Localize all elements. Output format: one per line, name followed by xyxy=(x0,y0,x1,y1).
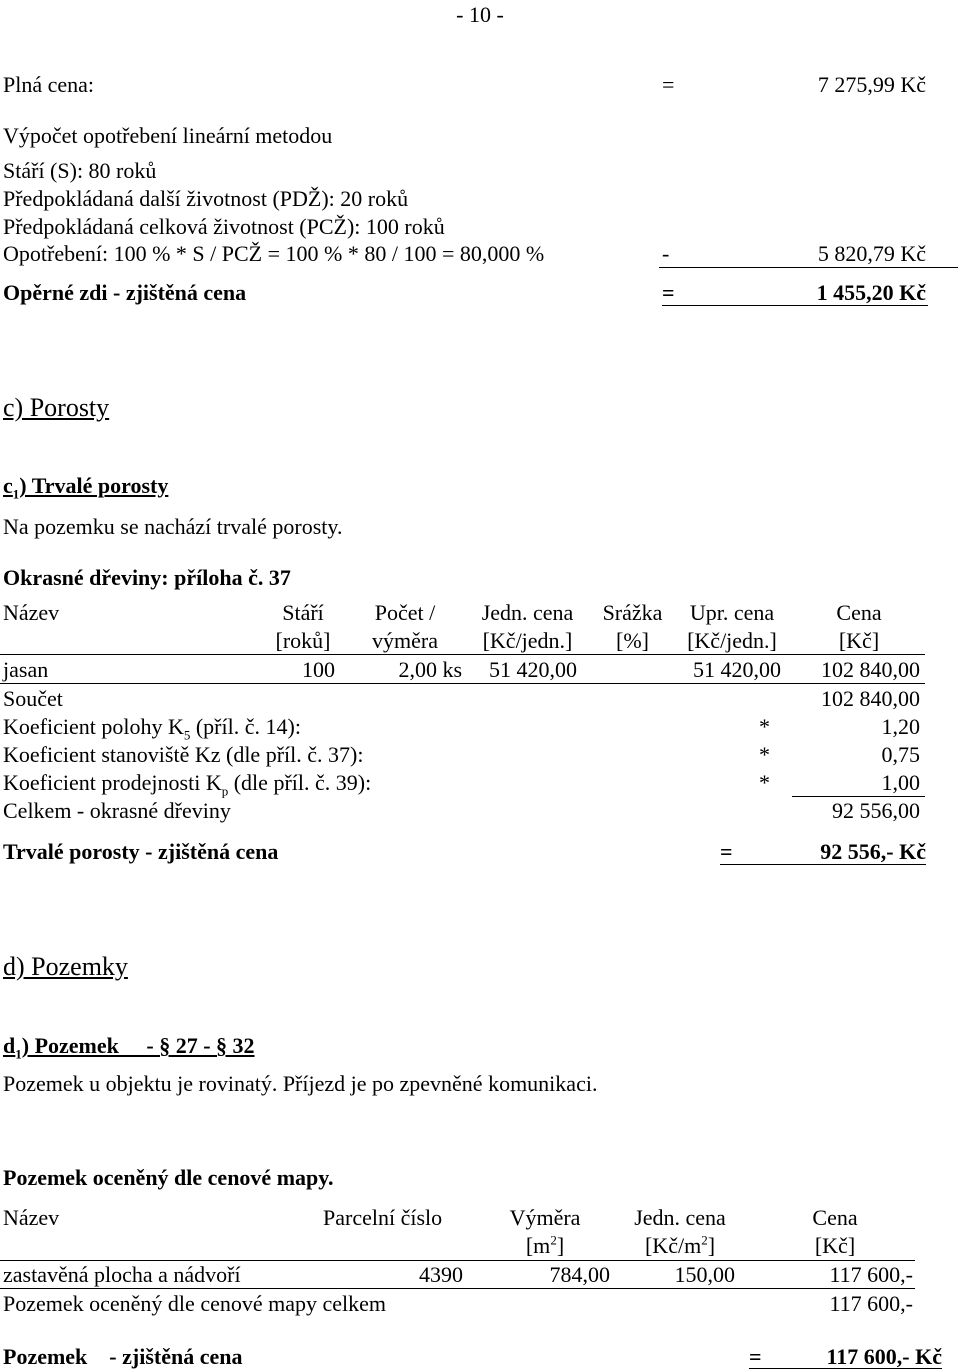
coef-sale-operator: * xyxy=(759,770,770,795)
table-d-header-parcel: Parcelní číslo xyxy=(323,1205,443,1230)
section-c-note: Na pozemku se nachází trvalé porosty. xyxy=(3,514,343,539)
table-d-total-value: 117 600,- xyxy=(829,1291,913,1316)
table-d-header-price-unit: [Kč] xyxy=(814,1233,856,1258)
table-d-header-unit-price: Jedn. cena xyxy=(634,1205,726,1230)
table-d-row-price: 117 600,- xyxy=(829,1262,913,1287)
table-c-header-name: Název xyxy=(3,600,60,625)
table-c-header-adj-price-unit: [Kč/jedn.] xyxy=(687,628,777,653)
table-c-sum-value: 102 840,00 xyxy=(821,686,920,711)
section-c-heading: c) Porosty xyxy=(3,393,110,422)
section-c1-heading: $c_1$) Trvalé porosty xyxy=(3,473,169,502)
section-d-result-underline xyxy=(749,1368,942,1369)
table-c-header-count: Počet / xyxy=(374,600,436,625)
coef-site-operator: * xyxy=(759,742,770,767)
coef-position-label: Koeficient polohy $K_5$ (příl. č. 14): xyxy=(3,714,301,743)
table-c-row-adj-price: 51 420,00 xyxy=(693,657,781,682)
coef-sale-rule xyxy=(792,796,925,797)
table-c-header-adj-price: Upr. cena xyxy=(689,600,775,625)
table-c-header-rule xyxy=(0,654,925,655)
section-d-heading: d) Pozemky xyxy=(3,952,128,981)
table-d-total-label: Pozemek oceněný dle cenové mapy celkem xyxy=(3,1291,387,1316)
table-d-row-unit-price: 150,00 xyxy=(674,1262,735,1287)
table-c-row-name: jasan xyxy=(3,657,49,682)
depreciation-wear-operator: - xyxy=(662,241,670,266)
table-d-header-name: Název xyxy=(3,1205,60,1230)
section-d1-heading: $d_1$) Pozemek - § 27 - § 32 xyxy=(3,1033,255,1062)
table-c-header-age-unit: [roků] xyxy=(275,628,331,653)
depreciation-age: Stáří (S): 80 roků xyxy=(3,158,157,183)
table-d-header-unit-price-unit: $[Kč/m^2]$ xyxy=(644,1232,716,1258)
table-d-row-parcel: 4390 xyxy=(419,1262,463,1287)
table-d-header-area: Výměra xyxy=(509,1205,581,1230)
coef-position-operator: * xyxy=(759,714,770,739)
coef-sale-value: 1,00 xyxy=(881,770,920,795)
table-c-header-count-unit: výměra xyxy=(372,628,438,653)
table-c-row-count: 2,00 ks xyxy=(398,657,462,682)
table-c-header-price: Cena xyxy=(836,600,882,625)
depreciation-wear-label: Opotřebení: 100 % * S / PCŽ = 100 % * 80 / 100 = 80,000 % xyxy=(3,241,545,266)
table-c-row-rule xyxy=(0,683,925,684)
retaining-walls-label: Opěrné zdi - zjištěná cena xyxy=(3,280,247,305)
table-d-row-name: zastavěná plocha a nádvoří xyxy=(3,1262,241,1287)
table-c-row-price: 102 840,00 xyxy=(821,657,920,682)
coef-sale-label: Koeficient prodejnosti $K_p$ (dle příl. č. 39): xyxy=(3,770,372,799)
table-c-sum-label: Součet xyxy=(3,686,63,711)
table-c-total-label: Celkem - okrasné dřeviny xyxy=(3,798,231,823)
table-d-header-area-unit: $[m^2]$ xyxy=(525,1232,565,1258)
table-c-header-price-unit: [Kč] xyxy=(838,628,880,653)
depreciation-wear-value: 5 820,79 Kč xyxy=(817,241,926,266)
table-c-header-unit-price-unit: [Kč/jedn.] xyxy=(482,628,573,653)
table-c-total-value: 92 556,00 xyxy=(832,798,920,823)
table-c-header-discount-unit: [%] xyxy=(616,628,649,653)
table-d-row-area: 784,00 xyxy=(549,1262,610,1287)
retaining-walls-operator: = xyxy=(662,280,675,305)
section-c-result-label: Trvalé porosty - zjištěná cena xyxy=(3,839,279,864)
depreciation-title: Výpočet opotřebení lineární metodou xyxy=(3,123,333,148)
depreciation-remaining: Předpokládaná další životnost (PDŽ): 20 roků xyxy=(3,186,409,211)
depreciation-total: Předpokládaná celková životnost (PCŽ): 100 roků xyxy=(3,214,445,239)
full-price-value: 7 275,99 Kč xyxy=(817,72,926,97)
table-c-row-age: 100 xyxy=(302,657,335,682)
table-c-header-discount: Srážka xyxy=(602,600,663,625)
table-c-header-age: Stáří xyxy=(282,600,324,625)
retaining-walls-value: 1 455,20 Kč xyxy=(816,280,926,305)
section-c-result-operator: = xyxy=(720,839,733,864)
coef-site-label: Koeficient stanoviště Kz (dle příl. č. 37): xyxy=(3,742,364,767)
section-d-result-label: Pozemek - zjištěná cena xyxy=(3,1344,243,1369)
full-price-label: Plná cena: xyxy=(3,72,95,97)
section-c-result-underline xyxy=(720,864,926,865)
depreciation-rule xyxy=(659,267,958,268)
section-d-group-title: Pozemek oceněný dle cenové mapy. xyxy=(3,1165,334,1190)
section-d-note: Pozemek u objektu je rovinatý. Příjezd je po zpevněné komunikaci. xyxy=(3,1071,598,1096)
section-d-result-value: 117 600,- Kč xyxy=(826,1344,942,1369)
table-d-header-price: Cena xyxy=(812,1205,858,1230)
section-d-result-operator: = xyxy=(749,1344,762,1369)
table-d-row-rule xyxy=(0,1288,915,1289)
table-d-header-rule xyxy=(0,1260,915,1261)
page-number: - 10 - xyxy=(456,2,504,27)
section-c-result-value: 92 556,- Kč xyxy=(820,839,926,864)
coef-position-value: 1,20 xyxy=(881,714,920,739)
full-price-operator: = xyxy=(662,72,675,97)
retaining-walls-underline xyxy=(662,305,928,306)
table-c-header-unit-price: Jedn. cena xyxy=(481,600,574,625)
table-c-row-unit-price: 51 420,00 xyxy=(489,657,577,682)
section-c-group-title: Okrasné dřeviny: příloha č. 37 xyxy=(3,565,291,590)
coef-site-value: 0,75 xyxy=(881,742,920,767)
